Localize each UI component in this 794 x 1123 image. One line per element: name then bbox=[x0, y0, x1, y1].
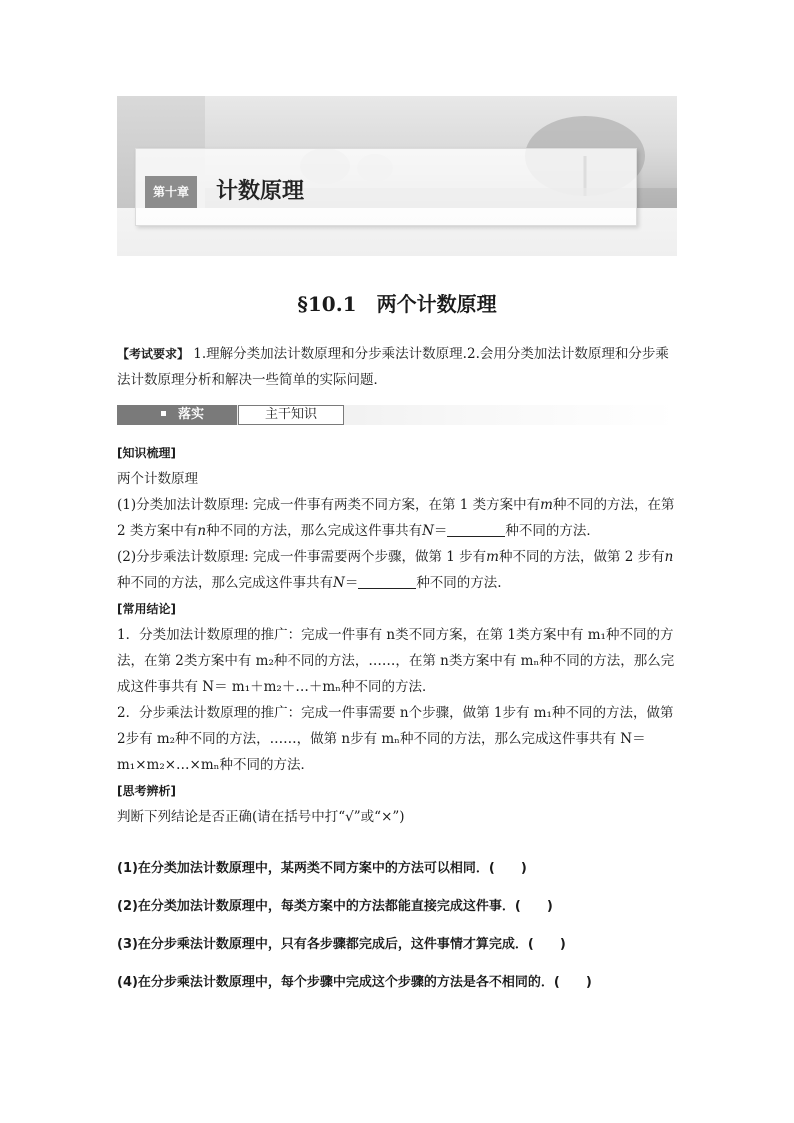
exam-requirements bbox=[117, 341, 677, 393]
section-title: §10.1 两个计数原理 bbox=[297, 292, 497, 316]
judge-item-1: (1)在分类加法计数原理中，某两类不同方案中的方法可以相同．( ) bbox=[117, 861, 527, 876]
knowledge-heading: 两个计数原理 bbox=[117, 471, 198, 487]
knowledge-p1: (1)分类加法计数原理: 完成一件事有两类不同方案，在第 1 类方案中有m种不同的方法，在第 2 类方案中有n种不同的方法，那么完成这件事共有N＝ 种不同的方法． bbox=[117, 497, 675, 539]
answer-blank-2[interactable] bbox=[358, 574, 416, 589]
thinking-intro: 判断下列结论是否正确(请在括号中打“√”或“×”) bbox=[117, 809, 405, 825]
conclusion-1: 1．分类加法计数原理的推广：完成一件事有 n类不同方案，在第 1类方案中有 m₁种不同的方法，在第 2类方案中有 m₂种不同的方法，……，在第 n类方案中有 mₙ种不同的方法，那么完成这件事共有 N＝ m₁＋m₂＋…＋mₙ种不同的方法． bbox=[117, 627, 675, 695]
judge-item-2: (2)在分类加法计数原理中，每类方案中的方法都能直接完成这件事．( ) bbox=[117, 899, 553, 914]
judge-item-3: (3)在分步乘法计数原理中，只有各步骤都完成后，这件事情才算完成．( ) bbox=[117, 937, 566, 952]
knowledge-p2: (2)分步乘法计数原理: 完成一件事需要两个步骤，做第 1 步有m种不同的方法，做第 2 步有n种不同的方法，那么完成这件事共有N＝ 种不同的方法. bbox=[117, 549, 674, 591]
section-bar-light-label: 主干知识 bbox=[238, 405, 344, 425]
thinking-label: [思考辨析] bbox=[117, 784, 176, 798]
section-bar-dark-label: 落实 bbox=[178, 407, 205, 422]
conclusion-2: 2．分步乘法计数原理的推广：完成一件事需要 n个步骤，做第 1步有 m₁种不同的方法，做第 2步有 m₂种不同的方法，……，做第 n步有 mₙ种不同的方法，那么完成这件事共有 N＝m₁×m₂×…×mₙ种不同的方法． bbox=[117, 705, 674, 773]
requirements-text: 1.理解分类加法计数原理和分步乘法计数原理.2.会用分类加法计数原理和分步乘法计数原理分析和解决一些简单的实际问题． bbox=[117, 346, 669, 388]
chapter-title: 计数原理 bbox=[216, 179, 305, 204]
answer-blank-1[interactable] bbox=[447, 522, 505, 537]
chapter-title-card bbox=[135, 148, 637, 226]
square-bullet-icon bbox=[161, 411, 166, 416]
requirements-label: 【考试要求】 bbox=[117, 347, 190, 361]
knowledge-section bbox=[117, 440, 677, 830]
knowledge-label: [知识梳理] bbox=[117, 446, 176, 460]
judge-item-4: (4)在分步乘法计数原理中，每个步骤中完成这个步骤的方法是各不相同的．( ) bbox=[117, 975, 592, 990]
chapter-badge: 第十章 bbox=[145, 176, 197, 208]
conclusions-label: [常用结论] bbox=[117, 602, 176, 616]
section-bar-dark bbox=[117, 405, 237, 425]
